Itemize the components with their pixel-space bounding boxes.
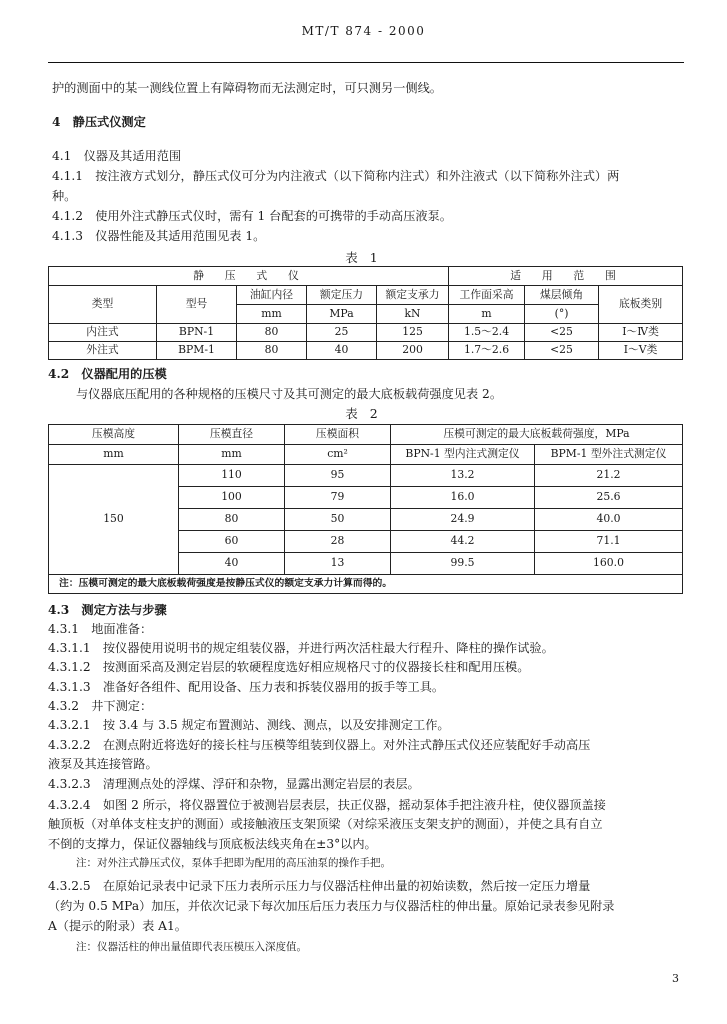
table-2-row [49,465,683,487]
table-2-unit-height: mm [49,445,179,465]
table-2-header-group: 压模可测定的最大底板载荷强度，MPa [391,425,683,445]
table-2-title: 表 2 [345,406,382,421]
clause-4-3-2-4-line-2: 触顶板（对单体支柱支护的测面）或接触液压支架顶梁（对综采液压支架支护的测面），并使之具有自立 [48,817,603,831]
table-1-header-model: 型号 [157,286,237,324]
clause-4-3-1-3: 4.3.1.3 准备好各组件、配用设备、压力表和拆装仪器用的扳手等工具。 [48,680,445,694]
clause-4-1: 4.1 仪器及其适用范围 [52,149,182,163]
table-1-unit-load: kN [377,305,449,324]
table-2-cell: 25.6 [535,487,683,509]
table-2-cell: 60 [179,531,285,553]
table-2-cell: 13 [285,553,391,575]
table-1-row [49,324,683,342]
table-1-header-height: 工作面采高 [449,286,525,305]
table-2-cell: 110 [179,465,285,487]
table-2-cell: 80 [179,509,285,531]
clause-4-3-1: 4.3.1 地面准备： [48,622,153,636]
table-1-row [49,342,683,360]
clause-4-3-2-4-note: 注：对外注式静压式仪，泵体手把即为配用的高压油泵的操作手把。 [76,857,391,869]
table-1-header-dip: 煤层倾角 [525,286,599,305]
clause-4-2: 4.2 仪器配用的压模 [48,367,167,381]
table-1-unit-dip: (°) [525,305,599,324]
clause-4-3-1-1: 4.3.1.1 按仪器使用说明书的规定组装仪器，并进行两次活柱最大行程升、降柱的操作试验。 [48,641,554,655]
table-2-cell: 99.5 [391,553,535,575]
clause-4-3-2-3: 4.3.2.3 清理测点处的浮煤、浮矸和杂物，显露出测定岩层的表层。 [48,777,420,791]
table-2-unit-diameter: mm [179,445,285,465]
table-1-group-range: 适 用 范 围 [449,267,683,286]
table-1-cell: 200 [377,342,449,360]
clause-4-3-2-1: 4.3.2.1 按 3.4 与 3.5 规定布置测站、测线、测点，以及安排测定工作。 [48,718,450,732]
paragraph-continuation: 护的测面中的某一测线位置上有障碍物而无法测定时，可只测另一侧线。 [52,81,442,95]
table-1-cell: 内注式 [49,324,157,342]
table-1-title: 表 1 [345,250,382,265]
clause-4-3-2-5-line-3: A（提示的附录）表 A1。 [48,919,187,933]
table-2-cell: 13.2 [391,465,535,487]
table-1-unit-pressure: MPa [307,305,377,324]
clause-4-3-2-5-line-2: （约为 0.5 MPa）加压，并依次记录下每次加压后压力表压力与仪器活柱的伸出量。原始记录表参见附录 [48,899,615,913]
table-1-cell: 1.7～2.6 [449,342,525,360]
table-1-cell: 80 [237,324,307,342]
clause-4-3-2-5-note: 注：仪器活柱的伸出量值即代表压模压入深度值。 [76,941,307,953]
table-2-cell: 44.2 [391,531,535,553]
table-2-cell: 40.0 [535,509,683,531]
table-2-cell: 160.0 [535,553,683,575]
table-2-unit-area: cm² [285,445,391,465]
table-1-header-type: 类型 [49,286,157,324]
table-1-cell: <25 [525,342,599,360]
standard-code-header: MT/T 874 - 2000 [301,24,426,38]
table-2-cell: 16.0 [391,487,535,509]
section-4-heading: 4 静压式仪测定 [52,115,146,129]
clause-4-3-1-2: 4.3.1.2 按测面采高及测定岩层的软硬程度选好相应规格尺寸的仪器接长柱和配用压模。 [48,660,530,674]
table-2-cell: 95 [285,465,391,487]
header-rule [48,62,684,63]
table-2-cell: 21.2 [535,465,683,487]
table-2-cell: 71.1 [535,531,683,553]
table-1-group-instrument: 静 压 式 仪 [49,267,449,286]
clause-4-3-2-2-line-1: 4.3.2.2 在测点附近将选好的接长柱与压模等组装到仪器上。对外注式静压式仪还应装配好手动高压 [48,738,591,752]
clause-4-3-2-4-line-3: 不倒的支撑力，保证仪器轴线与顶底板法线夹角在±3°以内。 [48,837,377,851]
table-1-unit-bore: mm [237,305,307,324]
clause-4-3-2: 4.3.2 井下测定： [48,699,153,713]
clause-4-3-2-2-line-2: 液泵及其连接管路。 [48,757,158,771]
clause-4-3-2-5-line-1: 4.3.2.5 在原始记录表中记录下压力表所示压力与仪器活柱伸出量的初始读数，然后按一定压力增量 [48,879,591,893]
table-2-cell: 24.9 [391,509,535,531]
table-1-cell: 80 [237,342,307,360]
page-number: 3 [672,972,679,985]
table-2-cell: 100 [179,487,285,509]
table-2-cell: 40 [179,553,285,575]
table-2-header-bpn: BPN-1 型内注式测定仪 [391,445,535,465]
clause-4-1-1-line-1: 4.1.1 按注液方式划分，静压式仪可分为内注液式（以下简称内注式）和外注液式（以下简称外注式）两 [52,169,620,183]
table-1-header-bore: 油缸内径 [237,286,307,305]
clause-4-3-2-4-line-1: 4.3.2.4 如图 2 所示，将仪器置位于被测岩层表层，扶正仪器，摇动泵体手把注液升柱，使仪器顶盖接 [48,798,606,812]
table-1-header-load: 额定支承力 [377,286,449,305]
clause-4-3: 4.3 测定方法与步骤 [48,603,167,617]
table-1-cell: <25 [525,324,599,342]
table-1-cell: 125 [377,324,449,342]
table-1-cell: 1.5～2.4 [449,324,525,342]
table-2-cell: 79 [285,487,391,509]
table-1-cell: BPN-1 [157,324,237,342]
table-2-cell: 50 [285,509,391,531]
table-1-header-pressure: 额定压力 [307,286,377,305]
table-2-header-diameter: 压模直径 [179,425,285,445]
table-1-cell: 25 [307,324,377,342]
table-2 [48,424,683,594]
table-1-cell: Ⅰ～Ⅴ类 [599,342,683,360]
table-1 [48,266,683,360]
table-2-header-bpm: BPM-1 型外注式测定仪 [535,445,683,465]
table-2-header-height: 压模高度 [49,425,179,445]
table-2-cell: 28 [285,531,391,553]
table-1-cell: BPM-1 [157,342,237,360]
table-1-cell: 40 [307,342,377,360]
clause-4-1-3: 4.1.3 仪器性能及其适用范围见表 1。 [52,229,266,243]
table-2-header-area: 压模面积 [285,425,391,445]
table-1-header-floor: 底板类别 [599,286,683,324]
clause-4-1-1-line-2: 种。 [52,189,77,203]
table-2-height-value: 150 [49,465,179,575]
table-1-cell: 外注式 [49,342,157,360]
clause-4-1-2: 4.1.2 使用外注式静压式仪时，需有 1 台配套的可携带的手动高压液泵。 [52,209,452,223]
table-1-cell: Ⅰ～Ⅳ类 [599,324,683,342]
table-1-unit-height: m [449,305,525,324]
table-2-note: 注：压模可测定的最大底板载荷强度是按静压式仪的额定支承力计算而得的。 [49,575,683,594]
clause-4-2-text: 与仪器底压配用的各种规格的压模尺寸及其可测定的最大底板载荷强度见表 2。 [76,387,503,401]
